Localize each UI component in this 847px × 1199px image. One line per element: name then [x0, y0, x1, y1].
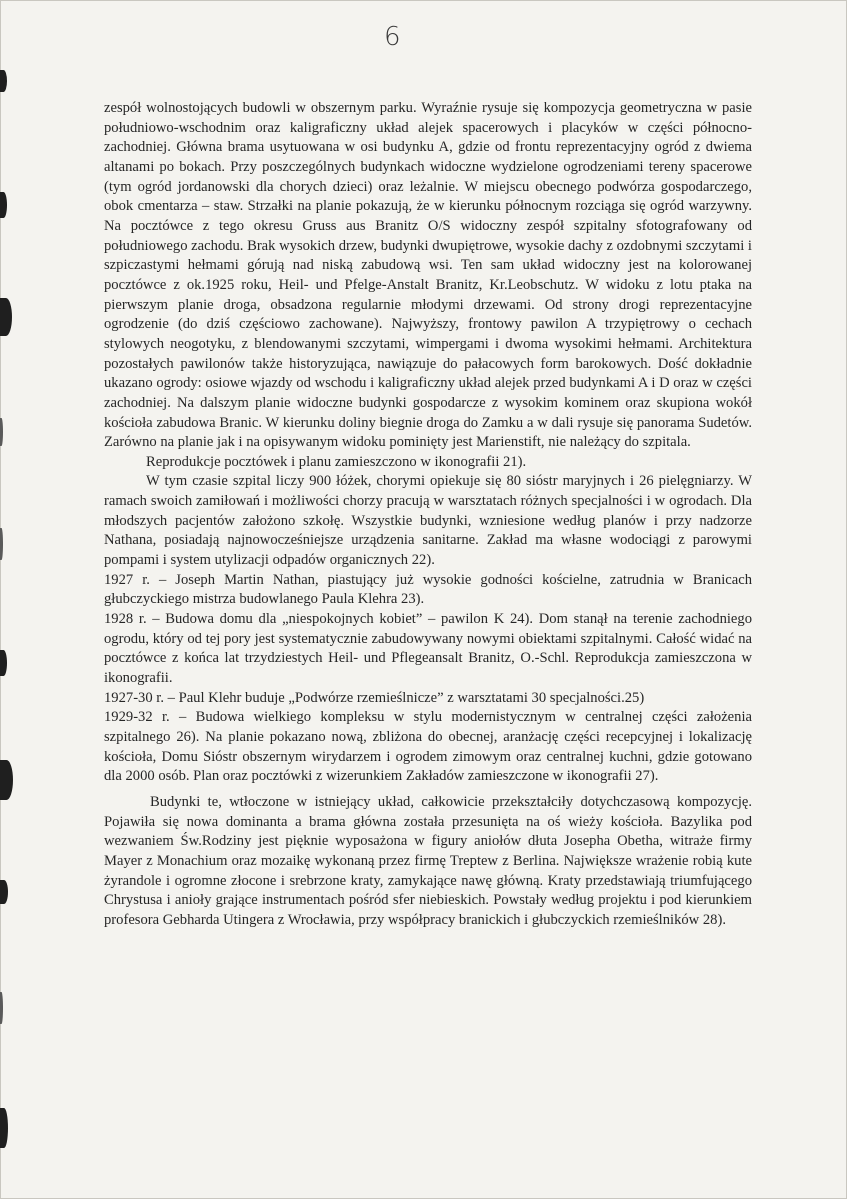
page-number: 6: [384, 22, 401, 52]
binding-mark: [0, 298, 12, 336]
paragraph: zespół wolnostojących budowli w obszernym parku. Wyraźnie rysuje się kompozycja geometryczna w pasie południowo-wschodnim oraz kaligraficzny układ alejek spacerowych i placyków w części północno-zachodniej. Główna brama usytuowana w osi budynku A, gdzie od frontu reprezentacyjny ogród z dwiema altanami po bokach. Przy poszczególnych budynkach widoczne wydzielone ogrodzeniami tereny spacerowe (tym ogród jordanowski dla chorych dzieci) oraz leżalnie. W miejscu obecnego podwórza gospodarczego, obok cmentarza – staw. Strzałki na planie pokazują, że w kierunku północnym rozciąga się ogród warzywny. Na pocztówce z tego okresu Gruss aus Branitz O/S widoczny zespół szpitalny sfotografowany od południowego zachodu. Brak wysokich drzew, budynki dwupiętrowe, wysokie dachy z ozdobnymi szczytami i szpiczastymi hełmami górują nad niską zabudową wsi. Ten sam układ widoczny jest na kolorowanej pocztówce z ok.1925 roku, Heil- und Pfelge-Anstalt Branitz, Kr.Leobschutz. W widoku z lotu ptaka na pierwszym planie droga, obsadzona regularnie młodymi drzewami. Od strony drogi reprezentacyjne ogrodzenie (do dziś częściowo zachowane). Najwyższy, frontowy pawilon A trzypiętrowy o cechach stylowych neogotyku, z blendowanymi szczytami, wimpergami i dwoma wysokimi hełmami. Architektura pozostałych pawilonów także historyzująca, nawiązuje do pałacowych form barokowych. Dość dokładnie ukazano ogrody: osiowe wjazdy od wschodu i kaligraficzny układ alejek przed budynkami A i D oraz w części zachodniej. Na dalszym planie widoczne budynki gospodarcze z wysokim kominem oraz skupiona wokół kościoła zabudowa Branic. W kierunku doliny biegnie droga do Zamku a w dali rysuje się panorama Sudetów. Zarówno na planie jak i na opisywanym widoku pominięty jest Marienstift, nie należący do szpitala.: [104, 100, 752, 451]
paragraph: 1927-30 r. – Paul Klehr buduje „Podwórze rzemieślnicze” z warsztatami 30 specjalności.25): [104, 689, 645, 706]
binding-mark: [0, 760, 13, 800]
binding-mark: [0, 418, 3, 446]
binding-mark: [0, 880, 8, 904]
binding-mark: [0, 992, 3, 1024]
paragraph: 1929-32 r. – Budowa wielkiego kompleksu w stylu modernistycznym w centralnej części założenia szpitalnego 26). Na planie pokazano nową, zbliżona do obecnej, aranżację części recepcyjnej i lokalizację kościoła, Domu Sióstr obszernym wirydarzem i ogrodem zimowym oraz centralnej kuchni, gdzie gotowano dla 2000 osób. Plan oraz pocztówki z wizerunkiem Zakładów zamieszczone w ikonografii 27).: [104, 709, 752, 785]
binding-mark: [0, 192, 7, 218]
paragraph: Reprodukcje pocztówek i planu zamieszczono w ikonografii 21).: [146, 453, 527, 470]
binding-mark: [0, 528, 3, 560]
binding-mark: [0, 650, 7, 676]
binding-mark: [0, 1108, 8, 1148]
body-text: [104, 99, 752, 931]
binding-mark: [0, 70, 7, 92]
paragraph: 1927 r. – Joseph Martin Nathan, piastujący już wysokie godności kościelne, zatrudnia w Branicach głubczyckiego mistrza budowlanego Paula Klehra 23).: [104, 571, 752, 608]
paragraph: W tym czasie szpital liczy 900 łóżek, chorymi opiekuje się 80 sióstr maryjnych i 26 pielęgniarzy. W ramach swoich zamiłowań i możliwości chorzy pracują w warsztatach różnych specjalności i w ogrodach. Dla młodszych pacjentów założono szkołę. Wszystkie budynki, wzniesione według planów i przy nadzorze Nathana, posiadają najnowocześniejsze urządzenia sanitarne. Zakład ma własne wodociągi z parowymi pompami i system utylizacji odpadów organicznych 22).: [104, 473, 752, 569]
paragraph: 1928 r. – Budowa domu dla „niespokojnych kobiet” – pawilon K 24). Dom stanął na terenie zachodniego ogrodu, który od tej pory jest systematycznie zabudowywany nowymi obiektami szpitalnymi. Całość widać na pocztówce z końca lat trzydziestych Heil- und Pflegeansalt Branitz, O.-Schl. Reprodukcja zamieszczona w ikonografii.: [104, 611, 752, 687]
paragraph: Budynki te, wtłoczone w istniejący układ, całkowicie przekształciły dotychczasową kompozycję. Pojawiła się nowa dominanta a brama główna została przesunięta na oś wieży kościoła. Bazylika pod wezwaniem Św.Rodziny jest pięknie wyposażona w figury aniołów dłuta Josepha Obetha, witraże firmy Mayer z Monachium oraz mozaikę wykonaną przez firmę Treptew z Berlina. Największe wrażenie robią kute żyrandole i ogromne złocone i srebrzone kraty, zamykające nawę główną. Kraty przedstawiają triumfującego Chrystusa i anioły grające instrumentach pośród sfer niebieskich. Powstały według projektu i pod kierunkiem profesora Gebharda Utingera z Wrocławia, przy współpracy branickich i głubczyckich rzemieślników 28).: [104, 793, 752, 928]
